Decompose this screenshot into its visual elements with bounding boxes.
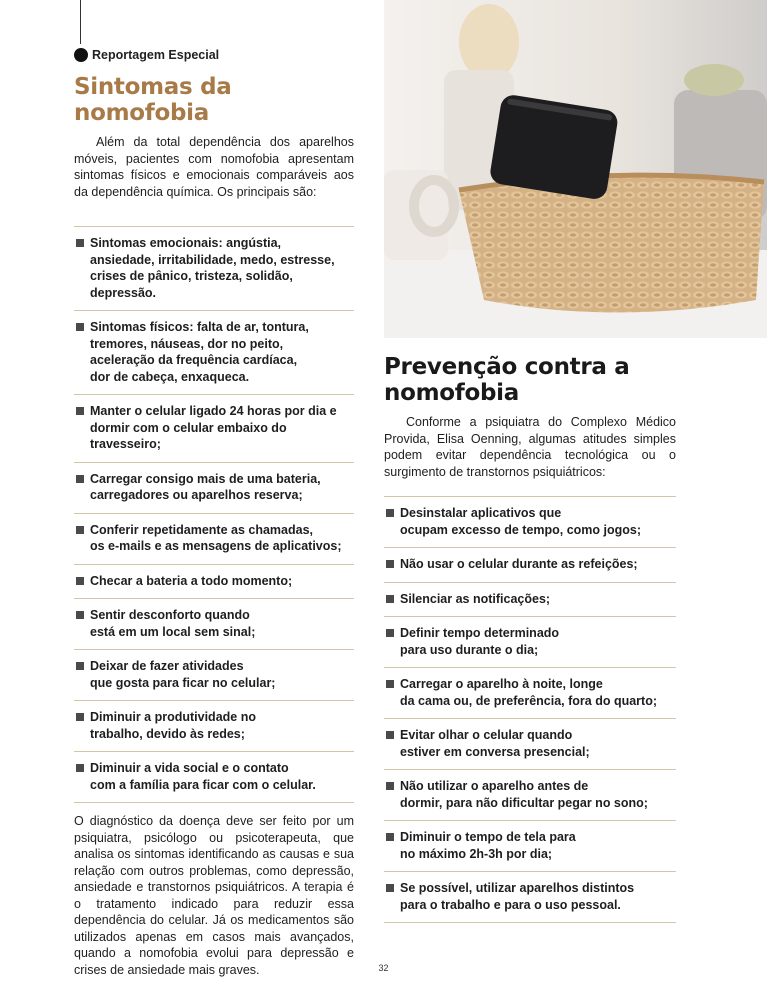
list-item xyxy=(384,547,676,582)
list-item-text: Carregar consigo mais de uma bateria, carregadores ou aparelhos reserva; xyxy=(90,471,321,502)
list-item xyxy=(74,751,354,803)
list-item xyxy=(384,820,676,871)
list-item-text: Deixar de fazer atividades que gosta para ficar no celular; xyxy=(90,659,276,690)
header-rule xyxy=(80,0,81,44)
list-item xyxy=(74,462,354,513)
list-item-text: Manter o celular ligado 24 horas por dia e dormir com o celular embaixo do travesseiro; xyxy=(90,404,337,451)
list-item xyxy=(74,700,354,751)
list-item-text: Diminuir o tempo de tela para no máximo 2h-3h por dia; xyxy=(400,830,576,861)
list-item-text: Sintomas emocionais: angústia, ansiedade, irritabilidade, medo, estresse, crises de pânico, tristeza, solidão, depressão. xyxy=(90,236,335,300)
list-item-text: Checar a bateria a todo momento; xyxy=(90,573,293,588)
list-item xyxy=(384,769,676,820)
prevention-intro: Conforme a psiquiatra do Complexo Médico Provida, Elisa Oenning, algumas atitudes simples podem evitar dependência tecnológica ou o surgimento de transtornos psiquiátricos: xyxy=(384,415,676,479)
list-item xyxy=(74,649,354,700)
bullet-square-icon xyxy=(76,662,84,670)
bullet-square-icon xyxy=(386,560,394,568)
bullet-square-icon xyxy=(386,782,394,790)
bullet-square-icon xyxy=(76,323,84,331)
section-dot-icon xyxy=(74,48,88,62)
list-item-text: Diminuir a vida social e o contato com a família para ficar com o celular. xyxy=(90,761,316,792)
smartphone-in-basket-photo xyxy=(384,0,767,338)
list-item-text: Definir tempo determinado para uso durante o dia; xyxy=(400,626,560,657)
bullet-square-icon xyxy=(386,509,394,517)
symptoms-list xyxy=(74,226,354,803)
list-item-text: Conferir repetidamente as chamadas, os e-mails e as mensagens de aplicativos; xyxy=(90,522,342,553)
bullet-square-icon xyxy=(76,526,84,534)
section-tag xyxy=(74,48,219,62)
bullet-square-icon xyxy=(76,764,84,772)
bullet-square-icon xyxy=(76,713,84,721)
list-item xyxy=(384,496,676,547)
bullet-square-icon xyxy=(76,407,84,415)
list-item xyxy=(384,667,676,718)
list-item xyxy=(384,871,676,923)
list-item-text: Evitar olhar o celular quando estiver em conversa presencial; xyxy=(400,728,590,759)
list-item xyxy=(74,513,354,564)
list-item xyxy=(384,718,676,769)
prevention-list xyxy=(384,496,676,923)
prevention-column xyxy=(384,354,676,923)
list-item-text: Desinstalar aplicativos que ocupam excesso de tempo, como jogos; xyxy=(400,506,642,537)
bullet-square-icon xyxy=(76,475,84,483)
list-item-text: Silenciar as notificações; xyxy=(400,591,551,606)
section-tag-label: Reportagem Especial xyxy=(92,48,220,62)
bullet-square-icon xyxy=(76,611,84,619)
bullet-square-icon xyxy=(76,239,84,247)
bullet-square-icon xyxy=(386,884,394,892)
list-item-text: Sentir desconforto quando está em um local sem sinal; xyxy=(90,608,256,639)
photo-illustration xyxy=(384,0,767,338)
list-item-text: Sintomas físicos: falta de ar, tontura, tremores, náuseas, dor no peito, aceleração da frequência cardíaca, dor de cabeça, enxaqueca. xyxy=(90,320,309,384)
list-item-text: Carregar o aparelho à noite, longe da cama ou, de preferência, fora do quarto; xyxy=(400,677,658,708)
list-item-text: Diminuir a produtividade no trabalho, devido às redes; xyxy=(90,710,256,741)
list-item xyxy=(74,226,354,310)
prevention-title: Prevenção contra a nomofobia xyxy=(384,354,630,406)
list-item xyxy=(384,616,676,667)
bullet-square-icon xyxy=(386,731,394,739)
page-number: 32 xyxy=(378,963,389,973)
list-item-text: Se possível, utilizar aparelhos distintos para o trabalho e para o uso pessoal. xyxy=(400,881,635,912)
bullet-square-icon xyxy=(76,577,84,585)
list-item xyxy=(74,598,354,649)
list-item xyxy=(74,394,354,462)
diagnosis-paragraph: O diagnóstico da doença deve ser feito por um psiquiatra, psicólogo ou psicoterapeuta, que analisa os sintomas identificando as causas e sua relação com outros problemas, como depressão, ansiedade e transtornos psiquiátricos. A terapia é o tratamento indicado para reduzir essa dependência do celular. Já os medicamentos são utilizados apenas em casos mais avançados, quando a nomofobia evolui para depressão e crises de ansiedade mais graves. xyxy=(74,814,354,977)
symptoms-intro: Além da total dependência dos aparelhos móveis, pacientes com nomofobia apresentam sintomas físicos e emocionais comparáveis aos da dependência química. Os principais são: xyxy=(74,135,354,199)
list-item xyxy=(74,310,354,394)
list-item xyxy=(74,564,354,599)
bullet-square-icon xyxy=(386,595,394,603)
list-item xyxy=(384,582,676,617)
list-item-text: Não usar o celular durante as refeições; xyxy=(400,557,638,571)
list-item-text: Não utilizar o aparelho antes de dormir, para não dificultar pegar no sono; xyxy=(400,779,648,810)
bullet-square-icon xyxy=(386,629,394,637)
symptoms-column xyxy=(74,74,354,978)
symptoms-title: Sintomas da nomofobia xyxy=(74,74,232,126)
bullet-square-icon xyxy=(386,833,394,841)
bullet-square-icon xyxy=(386,680,394,688)
